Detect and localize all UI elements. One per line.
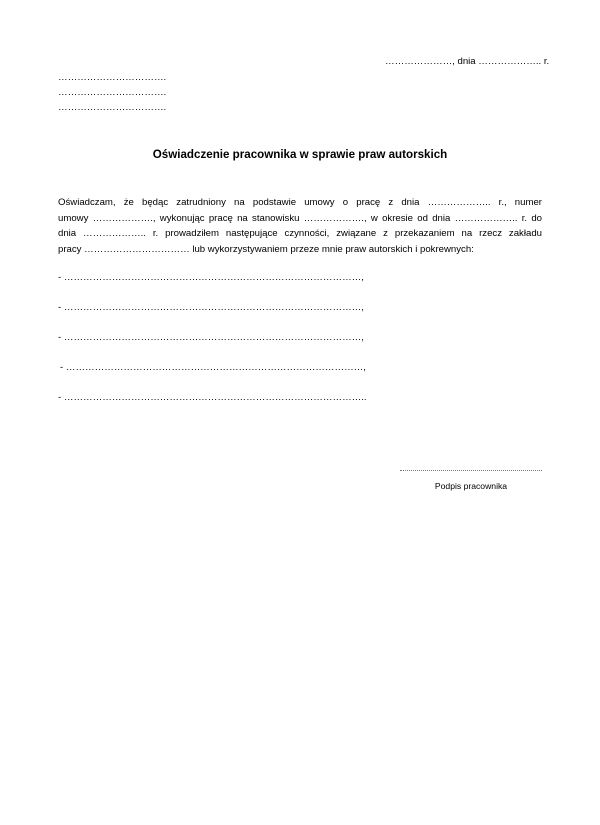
activity-list-item: - …………………………………………………………………………………, — [58, 272, 364, 283]
declaration-line-3: dnia ……………….. r. prowadziłem następujące czynności, związane z przekazaniem na rzecz zakładu — [58, 228, 542, 240]
declaration-paragraph — [58, 195, 542, 257]
activity-list-item: - …………………………………………………………………………………, — [58, 302, 364, 313]
place-date-line: …………………, dnia ……………….. r. — [385, 56, 550, 67]
employee-address-line-2: ……………………………. — [58, 87, 167, 98]
employee-address-line-1: ……………………………. — [58, 72, 167, 83]
activity-list-item: - ………………………………………………………………………………….. — [58, 392, 367, 403]
activity-list-item: - …………………………………………………………………………………, — [60, 362, 366, 373]
declaration-line-1: Oświadczam, że będąc zatrudniony na podstawie umowy o pracę z dnia ……………….. r., numer — [58, 197, 542, 208]
document-title: Oświadczenie pracownika w sprawie praw autorskich — [152, 148, 448, 161]
declaration-line-4: pracy …………………………… lub wykorzystywaniem przeze mnie praw autorskich i pokrewnych: — [58, 243, 474, 255]
signature-line — [400, 470, 542, 471]
declaration-line-2: umowy ………………., wykonując pracę na stanowisku ………………., w okresie od dnia ……………….. r. do — [58, 212, 542, 224]
activity-list-item: - …………………………………………………………………………………, — [58, 332, 364, 343]
employee-address-line-3: ……………………………. — [58, 102, 167, 113]
signature-label: Podpis pracownika — [434, 481, 508, 491]
